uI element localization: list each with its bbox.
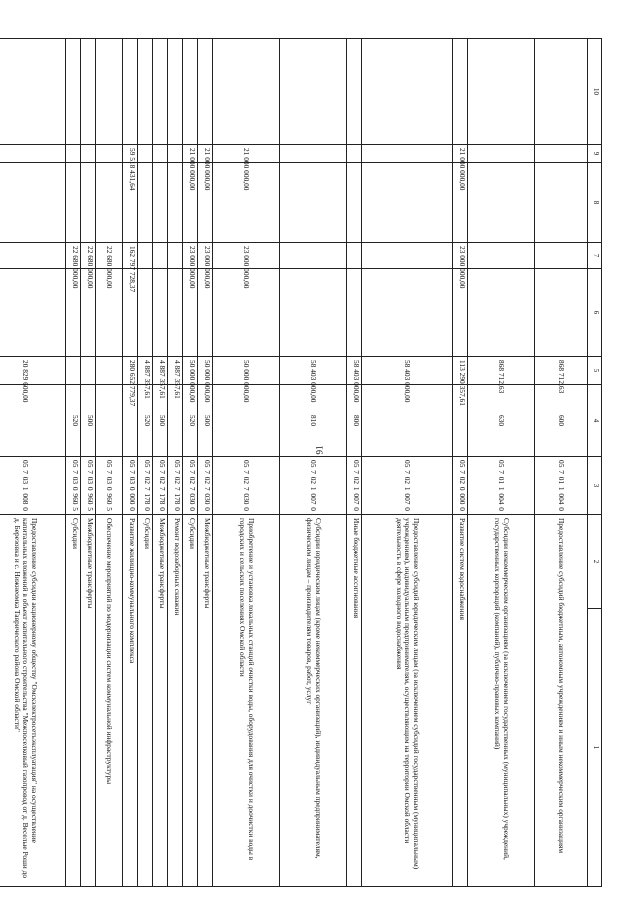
value-cell-c10 (362, 39, 453, 145)
value-cell-c8 (138, 163, 153, 243)
value-cell-c9 (535, 145, 588, 163)
table-row (468, 39, 535, 887)
code-part: 0 (352, 507, 361, 511)
code-part: 960 (105, 493, 115, 505)
value-cell-c5: 50 000 000,00 (198, 357, 213, 385)
code-cell (81, 457, 96, 515)
header-cell-1: 1 (588, 609, 602, 887)
code-part: 7 (128, 470, 137, 474)
code-cell (198, 457, 213, 515)
code-part: 05 (128, 460, 137, 468)
code-cell (153, 457, 168, 515)
value-cell-c5: 20 829 600,00 (0, 357, 66, 385)
value-cell-c5: 868 712,63 (468, 357, 535, 385)
value-cell-c10 (453, 39, 468, 145)
value-cell-c9: 59 518 431,64 (123, 145, 138, 163)
code-cell (183, 457, 198, 515)
code-part: 0 (309, 507, 319, 511)
code-part: 7 (242, 470, 252, 474)
code-part: 0 (86, 486, 95, 491)
value-cell-c9 (96, 145, 123, 163)
code-part: 02 (143, 476, 152, 485)
row-name-cell: Субсидии (183, 515, 198, 887)
code-part: 0 (242, 507, 252, 511)
code-part: 7 (105, 470, 115, 474)
code-cell (453, 457, 468, 515)
code-part: 01 (497, 476, 507, 485)
code-part: 03 (128, 476, 137, 485)
code-part: 05 (21, 460, 31, 468)
value-cell-c10 (198, 39, 213, 145)
header-row (588, 39, 602, 887)
code-part: 0 (158, 507, 167, 511)
value-cell-c5 (66, 357, 81, 385)
value-cell-c9 (138, 145, 153, 163)
value-cell-c7: 23 000 000,00 (183, 243, 198, 269)
code-part: 5 (105, 507, 115, 511)
code-cell (280, 457, 347, 515)
code-part: 02 (158, 476, 167, 485)
header-cell-10: 10 (588, 39, 602, 145)
value-cell-c9: 21 000 000,00 (183, 145, 198, 163)
row-name-cell: Межбюджетные трансферты (81, 515, 96, 887)
value-cell-c10 (123, 39, 138, 145)
code-part: 0 (128, 486, 137, 491)
value-cell-c9 (81, 145, 96, 163)
code-part: 960 (86, 493, 95, 505)
code-part: 05 (352, 460, 361, 468)
code-part: 0 (105, 486, 115, 491)
table-row (198, 39, 213, 887)
value-cell-c7: 162 797 728,37 (123, 243, 138, 269)
code-part: 000 (458, 493, 467, 505)
code-cell (0, 457, 66, 515)
value-cell-c5: 50 000 000,00 (213, 357, 280, 385)
value-cell-c7 (468, 243, 535, 269)
value-cell-c10 (280, 39, 347, 145)
row-name-cell: Субсидии (66, 515, 81, 887)
code-part: 7 (143, 486, 152, 491)
table-row (168, 39, 183, 887)
value-cell-c4: 520 (138, 385, 153, 457)
code-cell (66, 457, 81, 515)
value-cell-c10 (213, 39, 280, 145)
code-part: 007 (352, 493, 361, 505)
code-part: 0 (203, 507, 212, 511)
value-cell-c10 (535, 39, 588, 145)
value-cell-c5: 58 403 000,00 (347, 357, 362, 385)
value-cell-c4: 630 (468, 385, 535, 457)
row-name-cell: Приобретение и установка локальных станций очистки воды, оборудования для очистки и доочистки воды в городских и сельских поселениях Омской области (213, 515, 280, 887)
code-part: 05 (105, 460, 115, 468)
value-cell-c9 (0, 145, 66, 163)
code-part: 0 (21, 507, 31, 511)
code-part: 7 (71, 470, 80, 474)
value-cell-c6 (153, 269, 168, 357)
code-part: 7 (188, 486, 197, 491)
code-part: 7 (173, 486, 182, 491)
table-row (66, 39, 81, 887)
value-cell-c10 (81, 39, 96, 145)
value-cell-c8 (96, 163, 123, 243)
code-part: 05 (143, 460, 152, 468)
value-cell-c4: 500 (81, 385, 96, 457)
code-part: 1 (557, 486, 567, 491)
value-cell-c7: 23 000 000,00 (198, 243, 213, 269)
code-part: 05 (309, 460, 319, 468)
value-cell-c10 (66, 39, 81, 145)
row-name-cell: Развитие жилищно-коммунального комплекса (123, 515, 138, 887)
value-cell-c5: 280 652 779,37 (123, 357, 138, 385)
code-cell (347, 457, 362, 515)
value-cell-c8 (535, 163, 588, 243)
code-part: 178 (143, 493, 152, 505)
code-part: 02 (188, 476, 197, 485)
row-name-cell: Субсидии некоммерческим организациям (за исключением государственных (муниципальных) учреждений, государственных корпораций (компаний), публично-правовых компаний) (468, 515, 535, 887)
code-part: 7 (143, 470, 152, 474)
code-part: 7 (403, 470, 413, 474)
code-part: 02 (242, 476, 252, 485)
table-row (138, 39, 153, 887)
value-cell-c6 (347, 269, 362, 357)
value-cell-c8 (280, 163, 347, 243)
code-part: 1 (21, 486, 31, 491)
value-cell-c7 (153, 243, 168, 269)
code-part: 03 (21, 476, 31, 485)
code-part: 7 (188, 470, 197, 474)
value-cell-c5: 4 887 357,61 (168, 357, 183, 385)
value-cell-c8 (362, 163, 453, 243)
value-cell-c8 (168, 163, 183, 243)
code-part: 05 (173, 460, 182, 468)
code-cell (468, 457, 535, 515)
value-cell-c10 (0, 39, 66, 145)
table-row (96, 39, 123, 887)
value-cell-c9 (168, 145, 183, 163)
table-row (280, 39, 347, 887)
value-cell-c8 (347, 163, 362, 243)
value-cell-c8 (468, 163, 535, 243)
code-part: 0 (458, 486, 467, 491)
table-row (183, 39, 198, 887)
value-cell-c9 (66, 145, 81, 163)
code-part: 7 (352, 470, 361, 474)
value-cell-c5 (81, 357, 96, 385)
code-part: 7 (21, 470, 31, 474)
code-part: 02 (203, 476, 212, 485)
code-part: 7 (173, 470, 182, 474)
value-cell-c6 (0, 269, 66, 357)
header-cell-4: 4 (588, 385, 602, 457)
code-part: 007 (309, 493, 319, 505)
code-part: 7 (458, 470, 467, 474)
value-cell-c6 (168, 269, 183, 357)
code-cell (138, 457, 153, 515)
value-cell-c7 (280, 243, 347, 269)
code-part: 008 (21, 493, 31, 505)
code-part: 05 (242, 460, 252, 468)
value-cell-c4: 500 (198, 385, 213, 457)
value-cell-c4 (96, 385, 123, 457)
code-part: 1 (352, 486, 361, 491)
code-part: 02 (352, 476, 361, 485)
code-cell (213, 457, 280, 515)
table-row (347, 39, 362, 887)
code-part: 7 (309, 470, 319, 474)
code-part: 7 (158, 486, 167, 491)
table-row (535, 39, 588, 887)
value-cell-c5: 58 403 000,00 (362, 357, 453, 385)
row-name-cell: Предоставление субсидий бюджетным, автономным учреждениям и иным некоммерческим организациям (535, 515, 588, 887)
code-part: 05 (86, 460, 95, 468)
code-part: 05 (158, 460, 167, 468)
header-cell-9: 9 (588, 145, 602, 163)
table-row (213, 39, 280, 887)
code-part: 02 (458, 476, 467, 485)
code-part: 7 (86, 470, 95, 474)
code-part: 05 (188, 460, 197, 468)
code-part: 0 (143, 507, 152, 511)
code-part: 0 (458, 507, 467, 511)
code-part: 1 (403, 486, 413, 491)
code-part: 030 (188, 493, 197, 505)
value-cell-c6 (138, 269, 153, 357)
value-cell-c10 (347, 39, 362, 145)
row-name-cell: Предоставление субсидий юридическим лицам (за исключением субсидий государственным (муниципальным) учреждениям), индивидуальным предпринимателям, осуществляющим на территории Омской области деятельность в сфере холодного водоснабжения (362, 515, 453, 887)
code-part: 1 (497, 486, 507, 491)
header-cell-3: 3 (588, 457, 602, 515)
code-part: 1 (309, 486, 319, 491)
row-name-cell: Ремонт водозаборных скважин (168, 515, 183, 887)
code-part: 03 (86, 476, 95, 485)
code-part: 000 (128, 493, 137, 505)
code-part: 004 (497, 493, 507, 505)
code-part: 02 (173, 476, 182, 485)
header-cell-5: 5 (588, 357, 602, 385)
code-part: 0 (557, 507, 567, 511)
header-cell-7: 7 (588, 243, 602, 269)
code-part: 02 (403, 476, 413, 485)
value-cell-c7: 22 680 000,00 (81, 243, 96, 269)
row-name-cell: Межбюджетные трансферты (198, 515, 213, 887)
code-cell (535, 457, 588, 515)
value-cell-c7: 23 000 000,00 (213, 243, 280, 269)
code-cell (96, 457, 123, 515)
code-part: 004 (557, 493, 567, 505)
code-part: 05 (458, 460, 467, 468)
code-part: 178 (173, 493, 182, 505)
value-cell-c6 (535, 269, 588, 357)
value-cell-c4: 520 (66, 385, 81, 457)
value-cell-c10 (183, 39, 198, 145)
code-part: 02 (309, 476, 319, 485)
value-cell-c8 (66, 163, 81, 243)
value-cell-c7 (168, 243, 183, 269)
code-part: 7 (557, 470, 567, 474)
header-cell-8: 8 (588, 163, 602, 243)
budget-table-rotated (12, 38, 602, 886)
code-part: 0 (403, 507, 413, 511)
code-part: 05 (71, 460, 80, 468)
value-cell-c4: 500 (153, 385, 168, 457)
code-part: 05 (497, 460, 507, 468)
code-part: 7 (242, 486, 252, 491)
code-part: 0 (497, 507, 507, 511)
code-part: 5 (71, 507, 80, 511)
table-row (81, 39, 96, 887)
code-cell (362, 457, 453, 515)
value-cell-c9: 21 000 000,00 (198, 145, 213, 163)
value-cell-c9 (280, 145, 347, 163)
value-cell-c4 (0, 385, 66, 457)
code-part: 7 (497, 470, 507, 474)
row-name-cell: Предоставление субсидии акционерному обществу "Омскэлектросетьэксплуатация" на осуществление капитальных вложений в объект капитального строительства "Межпоселковый газопровод от д. Веселые Роши до д. Березовка и с. Нижнеомка Таврического района Омской области" (0, 515, 66, 887)
value-cell-c10 (468, 39, 535, 145)
value-cell-c7 (362, 243, 453, 269)
code-part: 5 (86, 507, 95, 511)
value-cell-c5: 58 403 000,00 (280, 357, 347, 385)
budget-table (0, 38, 602, 887)
code-part: 7 (203, 486, 212, 491)
value-cell-c10 (138, 39, 153, 145)
value-cell-c9 (468, 145, 535, 163)
value-cell-c5: 4 887 357,61 (138, 357, 153, 385)
value-cell-c7 (0, 243, 66, 269)
row-name-cell: Развитие систем водоснабжения (453, 515, 468, 887)
value-cell-c7 (138, 243, 153, 269)
value-cell-c5: 868 712,63 (535, 357, 588, 385)
value-cell-c9 (362, 145, 453, 163)
header-cell-2: 2 (588, 515, 602, 609)
value-cell-c4: 800 (347, 385, 362, 457)
value-cell-c4: 520 (183, 385, 198, 457)
value-cell-c5 (96, 357, 123, 385)
value-cell-c7 (535, 243, 588, 269)
code-part: 030 (242, 493, 252, 505)
code-cell (168, 457, 183, 515)
value-cell-c8 (153, 163, 168, 243)
value-cell-c8 (0, 163, 66, 243)
value-cell-c9: 21 000 000,00 (213, 145, 280, 163)
code-part: 7 (158, 470, 167, 474)
code-part: 178 (158, 493, 167, 505)
table-row (123, 39, 138, 887)
value-cell-c10 (96, 39, 123, 145)
value-cell-c5: 113 290 357,61 (453, 357, 468, 385)
value-cell-c6 (280, 269, 347, 357)
code-part: 960 (71, 493, 80, 505)
code-part: 0 (128, 507, 137, 511)
value-cell-c5: 4 887 357,61 (153, 357, 168, 385)
table-row (153, 39, 168, 887)
value-cell-c9 (153, 145, 168, 163)
table-row (362, 39, 453, 887)
value-cell-c8 (81, 163, 96, 243)
value-cell-c7: 22 680 000,00 (96, 243, 123, 269)
code-cell (123, 457, 138, 515)
row-name-cell: Субсидии юридическим лицам (кроме некоммерческих организаций), индивидуальным предпринимателям, физическим лицам – производителям товаров, работ, услуг (280, 515, 347, 887)
code-part: 0 (173, 507, 182, 511)
code-part: 05 (557, 460, 567, 468)
row-name-cell: Субсидии (138, 515, 153, 887)
code-part: 03 (71, 476, 80, 485)
value-cell-c6 (468, 269, 535, 357)
table-row (0, 39, 66, 887)
code-part: 03 (105, 476, 115, 485)
value-cell-c4: 600 (535, 385, 588, 457)
code-part: 0 (71, 486, 80, 491)
value-cell-c5: 50 000 000,00 (183, 357, 198, 385)
value-cell-c9: 21 000 000,00 (453, 145, 468, 163)
code-part: 05 (403, 460, 413, 468)
row-name-cell: Межбюджетные трансферты (153, 515, 168, 887)
value-cell-c4: 810 (280, 385, 347, 457)
code-part: 01 (557, 476, 567, 485)
value-cell-c6 (362, 269, 453, 357)
page-number: 91 (314, 445, 325, 455)
code-part: 0 (188, 507, 197, 511)
value-cell-c10 (168, 39, 183, 145)
row-name-cell: Обеспечение мероприятий по модернизации систем коммунальной инфраструктуры (96, 515, 123, 887)
code-part: 030 (203, 493, 212, 505)
value-cell-c10 (153, 39, 168, 145)
value-cell-c7 (347, 243, 362, 269)
value-cell-c7: 23 000 000,00 (453, 243, 468, 269)
value-cell-c9 (347, 145, 362, 163)
code-part: 7 (203, 470, 212, 474)
header-cell-6: 6 (588, 269, 602, 357)
code-part: 05 (203, 460, 212, 468)
value-cell-c7: 22 680 000,00 (66, 243, 81, 269)
row-name-cell: Иные бюджетные ассигнования (347, 515, 362, 887)
table-row (453, 39, 468, 887)
code-part: 007 (403, 493, 413, 505)
